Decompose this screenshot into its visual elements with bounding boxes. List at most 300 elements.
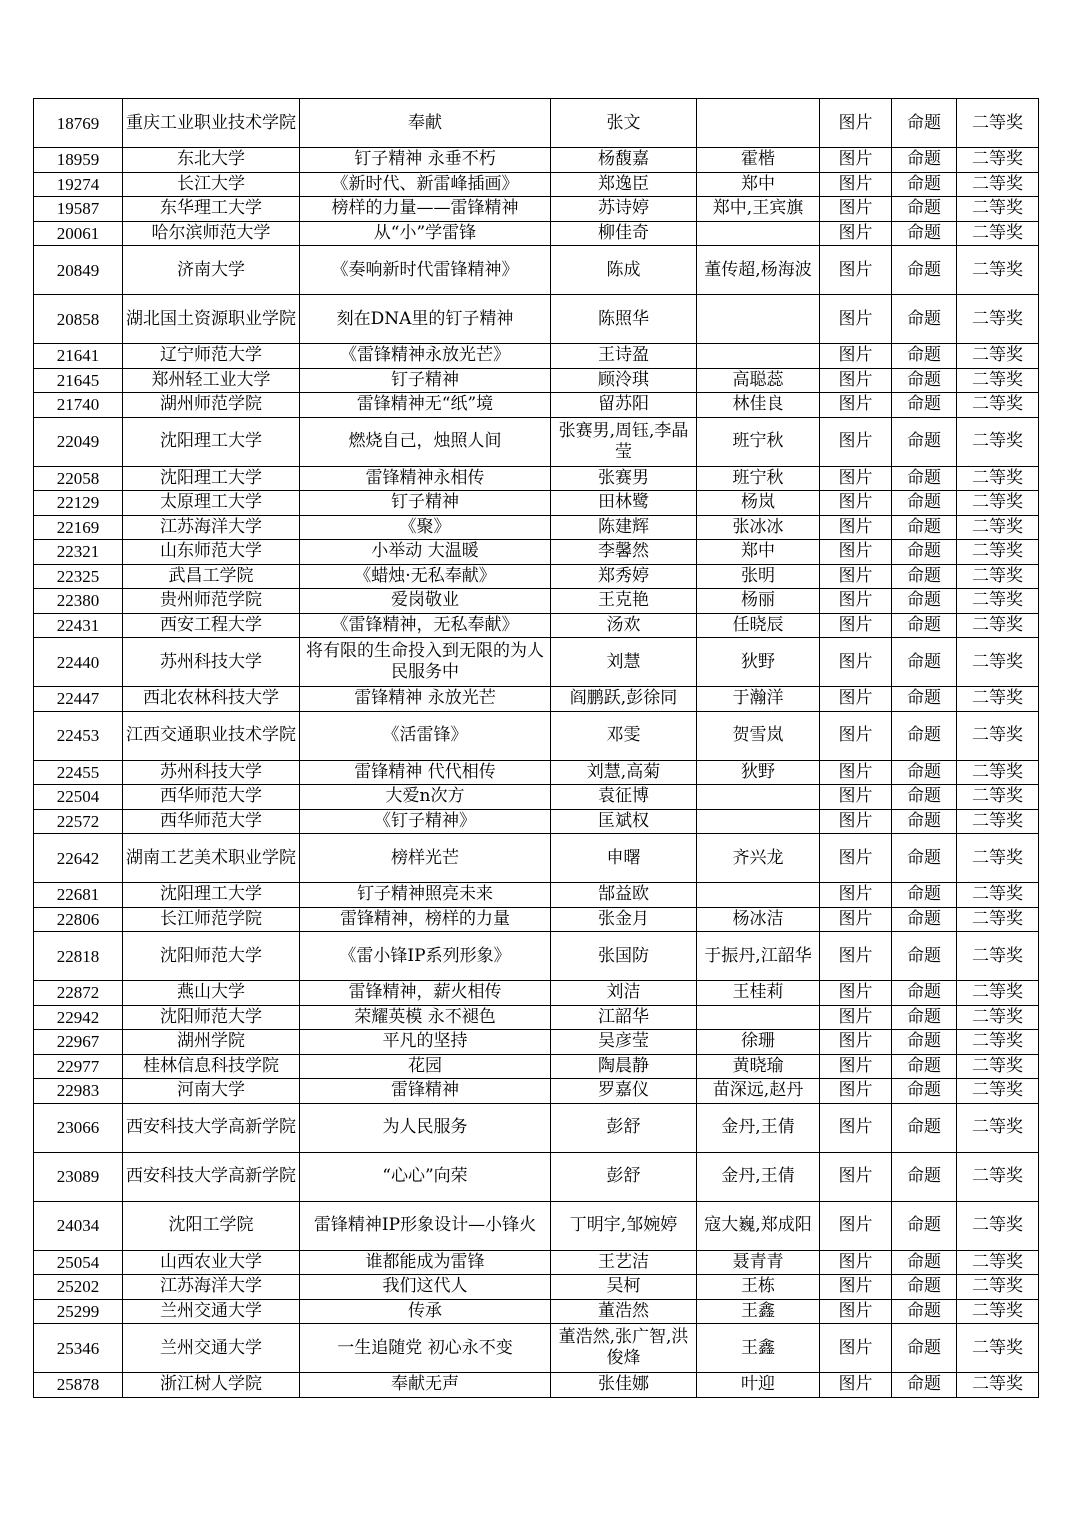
school-cell: 重庆工业职业技术学院 [123,99,300,148]
work-title-cell: “心心”向荣 [300,1152,551,1201]
award-cell: 二等奖 [957,907,1039,932]
entry-id-cell: 22049 [34,417,123,466]
author-cell: 陶晨静 [551,1054,697,1079]
table-row [34,1299,1039,1324]
work-type-cell: 图片 [820,564,892,589]
work-title-cell: 谁都能成为雷锋 [300,1250,551,1275]
award-cell: 二等奖 [957,148,1039,173]
author-cell: 张佳娜 [551,1373,697,1398]
author-cell: 杨馥嘉 [551,148,697,173]
entry-id-cell: 19587 [34,197,123,222]
category-cell: 命题 [892,638,957,687]
table-row [34,1103,1039,1152]
award-cell: 二等奖 [957,368,1039,393]
award-cell: 二等奖 [957,785,1039,810]
category-cell: 命题 [892,809,957,834]
category-cell: 命题 [892,1079,957,1104]
table-row [34,295,1039,344]
school-cell: 沈阳理工大学 [123,883,300,908]
category-cell: 命题 [892,1299,957,1324]
award-cell: 二等奖 [957,687,1039,712]
entry-id-cell: 22380 [34,589,123,614]
work-title-cell: 小举动 大温暖 [300,540,551,565]
entry-id-cell: 25299 [34,1299,123,1324]
school-cell: 湖北国土资源职业学院 [123,295,300,344]
school-cell: 长江师范学院 [123,907,300,932]
advisor-cell [697,221,820,246]
advisor-cell [697,295,820,344]
table-row [34,172,1039,197]
advisor-cell: 林佳良 [697,393,820,418]
entry-id-cell: 20849 [34,246,123,295]
award-table-body [34,99,1039,1398]
work-type-cell: 图片 [820,638,892,687]
work-title-cell: 雷锋精神 代代相传 [300,760,551,785]
award-cell: 二等奖 [957,491,1039,516]
table-row [34,368,1039,393]
advisor-cell: 杨冰洁 [697,907,820,932]
table-row [34,564,1039,589]
advisor-cell: 寇大巍,郑成阳 [697,1201,820,1250]
work-title-cell: 爱岗敬业 [300,589,551,614]
advisor-cell: 叶迎 [697,1373,820,1398]
work-type-cell: 图片 [820,344,892,369]
work-type-cell: 图片 [820,515,892,540]
table-row [34,883,1039,908]
advisor-cell: 任晓辰 [697,613,820,638]
table-row [34,613,1039,638]
entry-id-cell: 19274 [34,172,123,197]
category-cell: 命题 [892,246,957,295]
advisor-cell: 于瀚洋 [697,687,820,712]
entry-id-cell: 18959 [34,148,123,173]
award-cell: 二等奖 [957,760,1039,785]
entry-id-cell: 22806 [34,907,123,932]
entry-id-cell: 22983 [34,1079,123,1104]
advisor-cell: 王桂莉 [697,981,820,1006]
school-cell: 沈阳师范大学 [123,932,300,981]
author-cell: 吴柯 [551,1275,697,1300]
category-cell: 命题 [892,368,957,393]
school-cell: 兰州交通大学 [123,1324,300,1373]
award-cell: 二等奖 [957,981,1039,1006]
work-type-cell: 图片 [820,393,892,418]
category-cell: 命题 [892,564,957,589]
entry-id-cell: 22818 [34,932,123,981]
table-row [34,932,1039,981]
entry-id-cell: 25878 [34,1373,123,1398]
work-type-cell: 图片 [820,1054,892,1079]
author-cell: 郑秀婷 [551,564,697,589]
entry-id-cell: 22325 [34,564,123,589]
category-cell: 命题 [892,1373,957,1398]
entry-id-cell: 22453 [34,711,123,760]
work-title-cell: 我们这代人 [300,1275,551,1300]
category-cell: 命题 [892,1054,957,1079]
advisor-cell: 杨岚 [697,491,820,516]
work-title-cell: 大爱n次方 [300,785,551,810]
school-cell: 江苏海洋大学 [123,515,300,540]
award-cell: 二等奖 [957,417,1039,466]
entry-id-cell: 22455 [34,760,123,785]
work-title-cell: 平凡的坚持 [300,1030,551,1055]
award-cell: 二等奖 [957,1250,1039,1275]
school-cell: 沈阳理工大学 [123,417,300,466]
author-cell: 汤欢 [551,613,697,638]
award-cell: 二等奖 [957,1299,1039,1324]
school-cell: 湖南工艺美术职业学院 [123,834,300,883]
author-cell: 董浩然,张广智,洪俊烽 [551,1324,697,1373]
entry-id-cell: 22942 [34,1005,123,1030]
award-cell: 二等奖 [957,589,1039,614]
author-cell: 郜益欧 [551,883,697,908]
entry-id-cell: 22977 [34,1054,123,1079]
author-cell: 田林鹭 [551,491,697,516]
author-cell: 吴彦莹 [551,1030,697,1055]
table-row [34,491,1039,516]
work-title-cell: 一生追随党 初心永不变 [300,1324,551,1373]
work-title-cell: 雷锋精神永相传 [300,466,551,491]
award-cell: 二等奖 [957,221,1039,246]
work-title-cell: 奉献 [300,99,551,148]
advisor-cell: 徐珊 [697,1030,820,1055]
work-title-cell: 钉子精神 [300,491,551,516]
work-title-cell: 《雷锋精神，无私奉献》 [300,613,551,638]
school-cell: 江苏海洋大学 [123,1275,300,1300]
award-cell: 二等奖 [957,197,1039,222]
school-cell: 沈阳师范大学 [123,1005,300,1030]
category-cell: 命题 [892,221,957,246]
advisor-cell: 高聪蕊 [697,368,820,393]
advisor-cell: 金丹,王倩 [697,1152,820,1201]
table-row [34,809,1039,834]
table-row [34,711,1039,760]
advisor-cell: 班宁秋 [697,417,820,466]
school-cell: 长江大学 [123,172,300,197]
advisor-cell: 王鑫 [697,1299,820,1324]
table-row [34,981,1039,1006]
table-row [34,1275,1039,1300]
author-cell: 刘慧 [551,638,697,687]
entry-id-cell: 22967 [34,1030,123,1055]
work-type-cell: 图片 [820,197,892,222]
author-cell: 张文 [551,99,697,148]
author-cell: 阎鹏跃,彭徐同 [551,687,697,712]
advisor-cell: 霍楷 [697,148,820,173]
category-cell: 命题 [892,1324,957,1373]
work-title-cell: 雷锋精神无“纸”境 [300,393,551,418]
award-cell: 二等奖 [957,344,1039,369]
school-cell: 兰州交通大学 [123,1299,300,1324]
category-cell: 命题 [892,834,957,883]
school-cell: 河南大学 [123,1079,300,1104]
table-row [34,540,1039,565]
entry-id-cell: 22872 [34,981,123,1006]
work-type-cell: 图片 [820,907,892,932]
work-type-cell: 图片 [820,834,892,883]
entry-id-cell: 23089 [34,1152,123,1201]
category-cell: 命题 [892,344,957,369]
work-type-cell: 图片 [820,368,892,393]
work-title-cell: 《奏响新时代雷锋精神》 [300,246,551,295]
work-type-cell: 图片 [820,1005,892,1030]
author-cell: 陈照华 [551,295,697,344]
school-cell: 辽宁师范大学 [123,344,300,369]
work-type-cell: 图片 [820,613,892,638]
award-cell: 二等奖 [957,613,1039,638]
school-cell: 哈尔滨师范大学 [123,221,300,246]
table-row [34,393,1039,418]
author-cell: 留苏阳 [551,393,697,418]
school-cell: 武昌工学院 [123,564,300,589]
entry-id-cell: 22447 [34,687,123,712]
table-row [34,246,1039,295]
award-table [33,98,1039,1398]
school-cell: 贵州师范学院 [123,589,300,614]
table-row [34,1324,1039,1373]
award-cell: 二等奖 [957,834,1039,883]
work-type-cell: 图片 [820,295,892,344]
table-row [34,148,1039,173]
advisor-cell: 苗深远,赵丹 [697,1079,820,1104]
award-cell: 二等奖 [957,564,1039,589]
category-cell: 命题 [892,99,957,148]
entry-id-cell: 24034 [34,1201,123,1250]
school-cell: 西华师范大学 [123,809,300,834]
category-cell: 命题 [892,711,957,760]
work-title-cell: 将有限的生命投入到无限的为人民服务中 [300,638,551,687]
work-type-cell: 图片 [820,491,892,516]
award-cell: 二等奖 [957,466,1039,491]
work-title-cell: 《蜡烛·无私奉献》 [300,564,551,589]
school-cell: 苏州科技大学 [123,760,300,785]
work-type-cell: 图片 [820,172,892,197]
entry-id-cell: 23066 [34,1103,123,1152]
advisor-cell: 于振丹,江韶华 [697,932,820,981]
work-title-cell: 钉子精神照亮未来 [300,883,551,908]
table-row [34,834,1039,883]
award-cell: 二等奖 [957,932,1039,981]
advisor-cell: 董传超,杨海波 [697,246,820,295]
work-type-cell: 图片 [820,785,892,810]
table-row [34,1079,1039,1104]
author-cell: 刘慧,高菊 [551,760,697,785]
work-type-cell: 图片 [820,540,892,565]
school-cell: 湖州师范学院 [123,393,300,418]
author-cell: 王诗盈 [551,344,697,369]
category-cell: 命题 [892,1005,957,1030]
school-cell: 西安科技大学高新学院 [123,1152,300,1201]
work-title-cell: 雷锋精神，榜样的力量 [300,907,551,932]
author-cell: 王艺洁 [551,1250,697,1275]
category-cell: 命题 [892,1275,957,1300]
table-row [34,515,1039,540]
advisor-cell: 聂青青 [697,1250,820,1275]
work-type-cell: 图片 [820,589,892,614]
author-cell: 彭舒 [551,1152,697,1201]
work-title-cell: 为人民服务 [300,1103,551,1152]
author-cell: 张国防 [551,932,697,981]
entry-id-cell: 18769 [34,99,123,148]
table-row [34,344,1039,369]
advisor-cell: 金丹,王倩 [697,1103,820,1152]
author-cell: 柳佳奇 [551,221,697,246]
school-cell: 桂林信息科技学院 [123,1054,300,1079]
award-cell: 二等奖 [957,809,1039,834]
award-cell: 二等奖 [957,1201,1039,1250]
school-cell: 沈阳工学院 [123,1201,300,1250]
author-cell: 苏诗婷 [551,197,697,222]
work-type-cell: 图片 [820,760,892,785]
category-cell: 命题 [892,295,957,344]
work-type-cell: 图片 [820,932,892,981]
category-cell: 命题 [892,1250,957,1275]
school-cell: 西安科技大学高新学院 [123,1103,300,1152]
entry-id-cell: 22504 [34,785,123,810]
advisor-cell [697,99,820,148]
entry-id-cell: 21641 [34,344,123,369]
entry-id-cell: 22321 [34,540,123,565]
category-cell: 命题 [892,172,957,197]
author-cell: 王克艳 [551,589,697,614]
category-cell: 命题 [892,417,957,466]
work-type-cell: 图片 [820,1030,892,1055]
table-row [34,1005,1039,1030]
award-cell: 二等奖 [957,99,1039,148]
category-cell: 命题 [892,515,957,540]
advisor-cell [697,809,820,834]
table-row [34,99,1039,148]
author-cell: 郑逸臣 [551,172,697,197]
table-row [34,638,1039,687]
school-cell: 西北农林科技大学 [123,687,300,712]
award-cell: 二等奖 [957,1275,1039,1300]
table-row [34,785,1039,810]
work-title-cell: 榜样光芒 [300,834,551,883]
award-cell: 二等奖 [957,1030,1039,1055]
category-cell: 命题 [892,1103,957,1152]
category-cell: 命题 [892,491,957,516]
work-title-cell: 奉献无声 [300,1373,551,1398]
school-cell: 郑州轻工业大学 [123,368,300,393]
table-row [34,1373,1039,1398]
author-cell: 张赛男 [551,466,697,491]
advisor-cell: 狄野 [697,760,820,785]
author-cell: 刘洁 [551,981,697,1006]
entry-id-cell: 22129 [34,491,123,516]
entry-id-cell: 22169 [34,515,123,540]
work-type-cell: 图片 [820,687,892,712]
advisor-cell: 狄野 [697,638,820,687]
award-cell: 二等奖 [957,246,1039,295]
category-cell: 命题 [892,932,957,981]
category-cell: 命题 [892,197,957,222]
category-cell: 命题 [892,589,957,614]
author-cell: 彭舒 [551,1103,697,1152]
author-cell: 陈成 [551,246,697,295]
advisor-cell: 张冰冰 [697,515,820,540]
work-type-cell: 图片 [820,1152,892,1201]
work-title-cell: 钉子精神 永垂不朽 [300,148,551,173]
school-cell: 苏州科技大学 [123,638,300,687]
advisor-cell: 郑中,王宾旗 [697,197,820,222]
school-cell: 东华理工大学 [123,197,300,222]
work-title-cell: 传承 [300,1299,551,1324]
work-title-cell: 从“小”学雷锋 [300,221,551,246]
author-cell: 张赛男,周钰,李晶莹 [551,417,697,466]
work-type-cell: 图片 [820,1299,892,1324]
award-cell: 二等奖 [957,711,1039,760]
school-cell: 湖州学院 [123,1030,300,1055]
table-row [34,197,1039,222]
entry-id-cell: 22572 [34,809,123,834]
school-cell: 山西农业大学 [123,1250,300,1275]
school-cell: 江西交通职业技术学院 [123,711,300,760]
category-cell: 命题 [892,760,957,785]
school-cell: 太原理工大学 [123,491,300,516]
award-cell: 二等奖 [957,1152,1039,1201]
award-cell: 二等奖 [957,515,1039,540]
work-type-cell: 图片 [820,1324,892,1373]
school-cell: 西华师范大学 [123,785,300,810]
work-type-cell: 图片 [820,1275,892,1300]
table-row [34,1030,1039,1055]
award-cell: 二等奖 [957,1054,1039,1079]
award-cell: 二等奖 [957,1103,1039,1152]
table-row [34,466,1039,491]
work-title-cell: 《聚》 [300,515,551,540]
school-cell: 浙江树人学院 [123,1373,300,1398]
work-type-cell: 图片 [820,981,892,1006]
award-cell: 二等奖 [957,1079,1039,1104]
author-cell: 罗嘉仪 [551,1079,697,1104]
advisor-cell [697,785,820,810]
category-cell: 命题 [892,907,957,932]
category-cell: 命题 [892,466,957,491]
category-cell: 命题 [892,393,957,418]
table-row [34,1250,1039,1275]
table-row [34,1201,1039,1250]
table-row [34,221,1039,246]
work-title-cell: 榜样的力量——雷锋精神 [300,197,551,222]
author-cell: 申曙 [551,834,697,883]
work-title-cell: 《活雷锋》 [300,711,551,760]
award-cell: 二等奖 [957,883,1039,908]
author-cell: 顾泠琪 [551,368,697,393]
work-type-cell: 图片 [820,1103,892,1152]
entry-id-cell: 22431 [34,613,123,638]
award-cell: 二等奖 [957,295,1039,344]
award-cell: 二等奖 [957,1373,1039,1398]
entry-id-cell: 20061 [34,221,123,246]
entry-id-cell: 22642 [34,834,123,883]
entry-id-cell: 22058 [34,466,123,491]
school-cell: 济南大学 [123,246,300,295]
work-title-cell: 雷锋精神 永放光芒 [300,687,551,712]
category-cell: 命题 [892,687,957,712]
advisor-cell: 王鑫 [697,1324,820,1373]
advisor-cell: 贺雪岚 [697,711,820,760]
advisor-cell [697,344,820,369]
category-cell: 命题 [892,148,957,173]
award-cell: 二等奖 [957,1324,1039,1373]
work-type-cell: 图片 [820,148,892,173]
table-row [34,907,1039,932]
author-cell: 江韶华 [551,1005,697,1030]
work-type-cell: 图片 [820,466,892,491]
advisor-cell: 杨丽 [697,589,820,614]
advisor-cell [697,1005,820,1030]
